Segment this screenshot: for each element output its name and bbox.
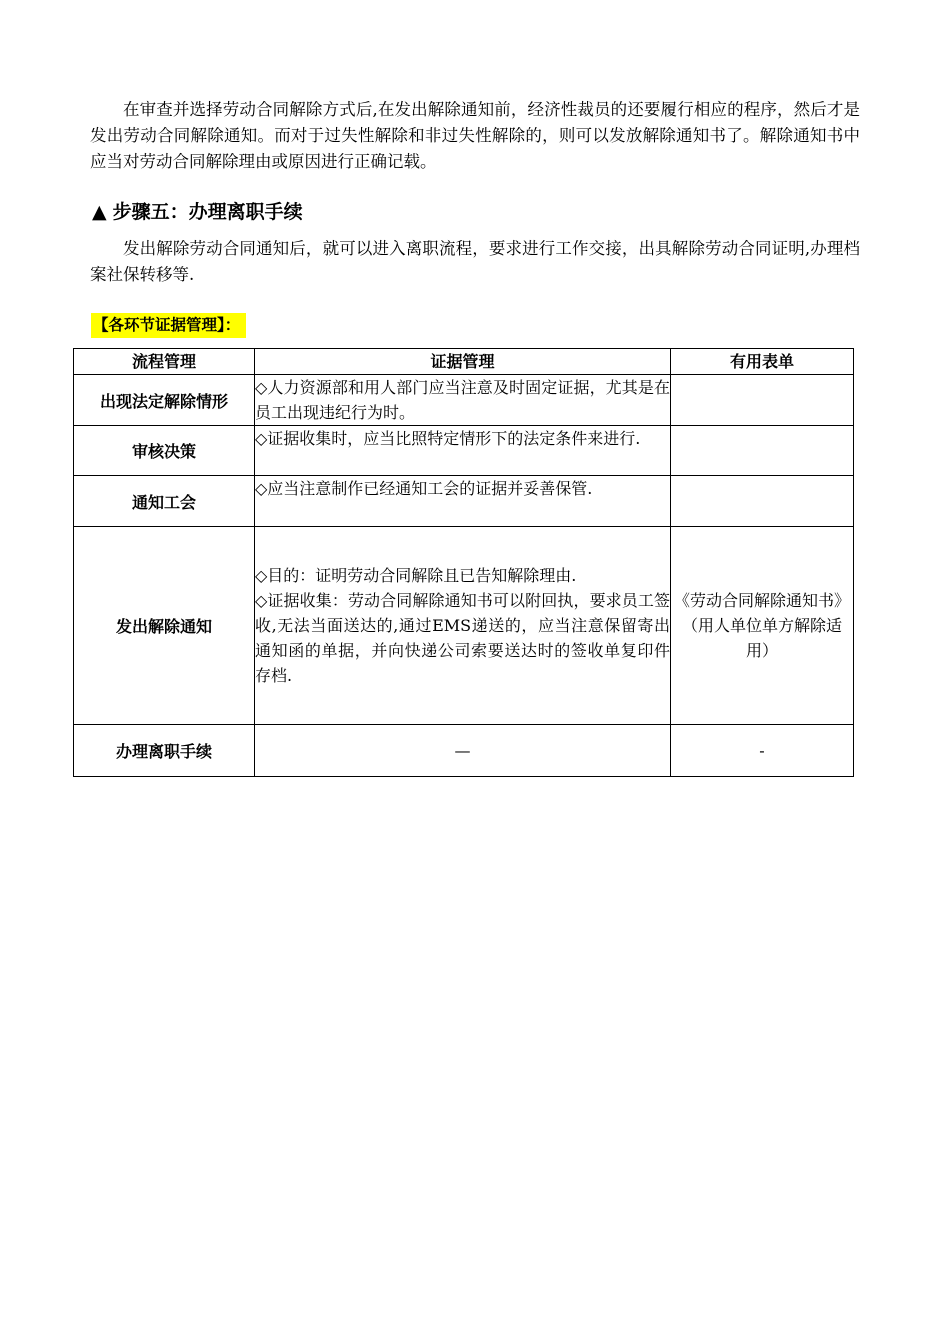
table-row	[74, 527, 854, 725]
process-cell: 办理离职手续	[74, 725, 255, 777]
table-header-row	[74, 349, 854, 375]
evidence-line: ◇证据收集：劳动合同解除通知书可以附回执，要求员工签收,无法当面送达的,通过EMS递送的，应当注意保留寄出通知函的单据，并向快递公司索要送达时的签收单复印件存档.	[255, 591, 670, 685]
header-evidence: 证据管理	[255, 349, 671, 375]
intro-paragraph: 在审查并选择劳动合同解除方式后,在发出解除通知前，经济性裁员的还要履行相应的程序，然后才是发出劳动合同解除通知。而对于过失性解除和非过失性解除的，则可以发放解除通知书了。解除通知书中应当对劳动合同解除理由或原因进行正确记载。	[90, 100, 860, 171]
process-cell: 审核决策	[74, 426, 255, 476]
evidence-cell	[255, 527, 671, 725]
table-row	[74, 426, 854, 476]
evidence-cell: ◇人力资源部和用人部门应当注意及时固定证据，尤其是在员工出现违纪行为时。	[255, 375, 671, 426]
evidence-line: ◇目的：证明劳动合同解除且已告知解除理由.	[255, 566, 577, 585]
form-cell: 《劳动合同解除通知书》（用人单位单方解除适用）	[671, 527, 854, 725]
table-row	[74, 725, 854, 777]
form-cell: -	[671, 725, 854, 777]
evidence-cell: —	[255, 725, 671, 777]
evidence-cell: ◇应当注意制作已经通知工会的证据并妥善保管.	[255, 476, 671, 527]
step-five-paragraph: 发出解除劳动合同通知后，就可以进入离职流程，要求进行工作交接，出具解除劳动合同证明,办理档案社保转移等.	[90, 239, 860, 284]
process-cell: 发出解除通知	[74, 527, 255, 725]
header-process: 流程管理	[74, 349, 255, 375]
table-row	[74, 476, 854, 527]
evidence-management-table	[73, 348, 854, 777]
process-cell: 出现法定解除情形	[74, 375, 255, 426]
process-cell: 通知工会	[74, 476, 255, 527]
step-five-heading	[92, 198, 303, 226]
form-cell	[671, 426, 854, 476]
form-cell	[671, 375, 854, 426]
step-five-heading-text: 步骤五：办理离职手续	[112, 201, 303, 223]
table-row	[74, 375, 854, 426]
evidence-cell: ◇证据收集时，应当比照特定情形下的法定条件来进行.	[255, 426, 671, 476]
evidence-management-title: 【各环节证据管理】：	[91, 313, 246, 338]
header-forms: 有用表单	[671, 349, 854, 375]
triangle-icon: ▲	[92, 201, 107, 223]
form-cell	[671, 476, 854, 527]
